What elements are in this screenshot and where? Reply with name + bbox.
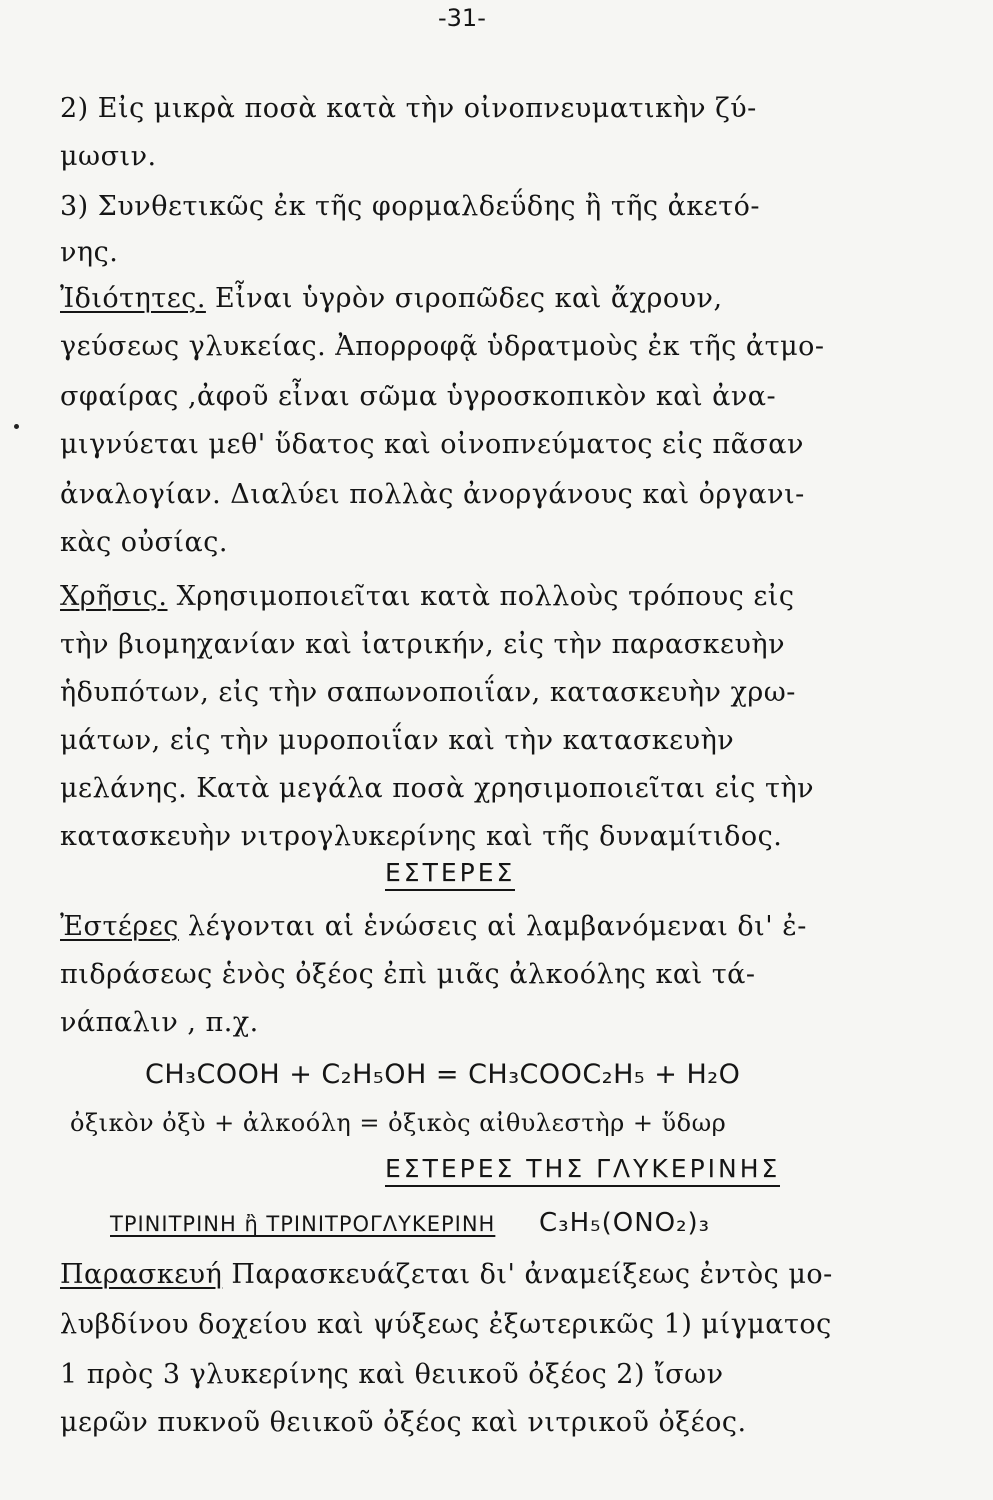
text-line-8: μιγνύεται μεθ' ὕδατος καὶ οἰνοπνεύματος εἰς πᾶσαν bbox=[60, 429, 804, 460]
text-line-20 bbox=[60, 1258, 833, 1292]
heading-esters bbox=[385, 858, 515, 887]
section-label-uses: Χρῆσις. bbox=[60, 581, 168, 612]
text-line-4: νης. bbox=[60, 237, 119, 268]
text-line-10: κὰς οὐσίας. bbox=[60, 527, 228, 558]
text-line-9: ἀναλογίαν. Διαλύει πολλὰς ἀνοργάνους καὶ ὀργανι- bbox=[60, 479, 805, 510]
text-line-12: τὴν βιομηχανίαν καὶ ἰατρικήν, εἰς τὴν παρασκευὴν bbox=[60, 629, 785, 660]
subheading-trinitrin: ΤΡΙΝΙΤΡΙΝΗ ἢ ΤΡΙΝΙΤΡΟΓΛΥΚΕΡΙΝΗ bbox=[110, 1212, 496, 1236]
heading-esters-text: ΕΣΤΕΡΕΣ bbox=[385, 858, 515, 891]
text-line-5 bbox=[60, 282, 723, 316]
text-line-3: 3) Συνθετικῶς ἐκ τῆς φορμαλδεΰδης ἢ τῆς ἀκετό- bbox=[60, 191, 761, 222]
text-line-17 bbox=[60, 910, 807, 944]
text-line-13: ἡδυπότων, εἰς τὴν σαπωνοποιΐαν, κατασκευὴν χρω- bbox=[60, 677, 796, 708]
chemical-equation: CH₃COOH + C₂H₅OH = CH₃COOC₂H₅ + H₂O bbox=[145, 1059, 741, 1090]
text-line-23: μερῶν πυκνοῦ θειικοῦ ὀξέος καὶ νιτρικοῦ ὀξέος. bbox=[60, 1407, 747, 1438]
text-line-17-rest: λέγονται αἱ ἑνώσεις αἱ λαμβανόμεναι δι' ἐ- bbox=[178, 911, 807, 942]
subheading-formula: C₃H₅(ONO₂)₃ bbox=[539, 1208, 711, 1238]
subheading-line bbox=[110, 1206, 710, 1241]
heading-glycerin-esters-text: ΕΣΤΕΡΕΣ ΤΗΣ ΓΛΥΚΕΡΙΝΗΣ bbox=[385, 1154, 780, 1187]
page-number: -31- bbox=[438, 4, 486, 32]
text-line-18: πιδράσεως ἑνὸς ὀξέος ἐπὶ μιᾶς ἀλκοόλης καὶ τά- bbox=[60, 959, 756, 990]
text-line-11-rest: Χρησιμοποιεῖται κατὰ πολλοὺς τρόπους εἰς bbox=[167, 581, 795, 612]
text-line-14: μάτων, εἰς τὴν μυροποιΐαν καὶ τὴν κατασκευὴν bbox=[60, 725, 735, 756]
text-line-19: νάπαλιν , π.χ. bbox=[60, 1007, 259, 1038]
text-line-7: σφαίρας ,ἀφοῦ εἶναι σῶμα ὑγροσκοπικὸν καὶ ἀνα- bbox=[60, 381, 777, 412]
text-line-20-rest: Παρασκευάζεται δι' ἀναμείξεως ἐντὸς μο- bbox=[222, 1259, 833, 1290]
text-line-2: μωσιν. bbox=[60, 141, 157, 172]
equation-words: ὀξικὸν ὀξὺ + ἀλκοόλη = ὀξικὸς αἰθυλεστὴρ + ὕδωρ bbox=[70, 1109, 727, 1137]
text-line-15: μελάνης. Κατὰ μεγάλα ποσὰ χρησιμοποιεῖται εἰς τὴν bbox=[60, 773, 815, 804]
section-label-preparation: Παρασκευή bbox=[60, 1259, 223, 1290]
text-line-21: λυβδίνου δοχείου καὶ ψύξεως ἐξωτερικῶς 1) μίγματος bbox=[60, 1309, 832, 1340]
heading-glycerin-esters bbox=[385, 1154, 780, 1183]
text-line-1: 2) Εἰς μικρὰ ποσὰ κατὰ τὴν οἰνοπνευματικὴν ζύ- bbox=[60, 93, 757, 124]
text-line-22: 1 πρὸς 3 γλυκερίνης καὶ θειικοῦ ὀξέος 2) ἴσων bbox=[60, 1359, 724, 1390]
margin-dot bbox=[14, 424, 19, 429]
section-label-esters: Ἐστέρες bbox=[60, 911, 179, 942]
section-label-properties: Ἰδιότητες. bbox=[60, 283, 206, 314]
text-line-16: κατασκευὴν νιτρογλυκερίνης καὶ τῆς δυναμίτιδος. bbox=[60, 821, 783, 852]
text-line-6: γεύσεως γλυκείας. Ἀπορροφᾷ ὑδρατμοὺς ἐκ τῆς ἀτμο- bbox=[60, 331, 825, 362]
text-line-5-rest: Εἶναι ὑγρὸν σιροπῶδες καὶ ἄχρουν, bbox=[205, 283, 723, 314]
text-line-11 bbox=[60, 580, 795, 614]
